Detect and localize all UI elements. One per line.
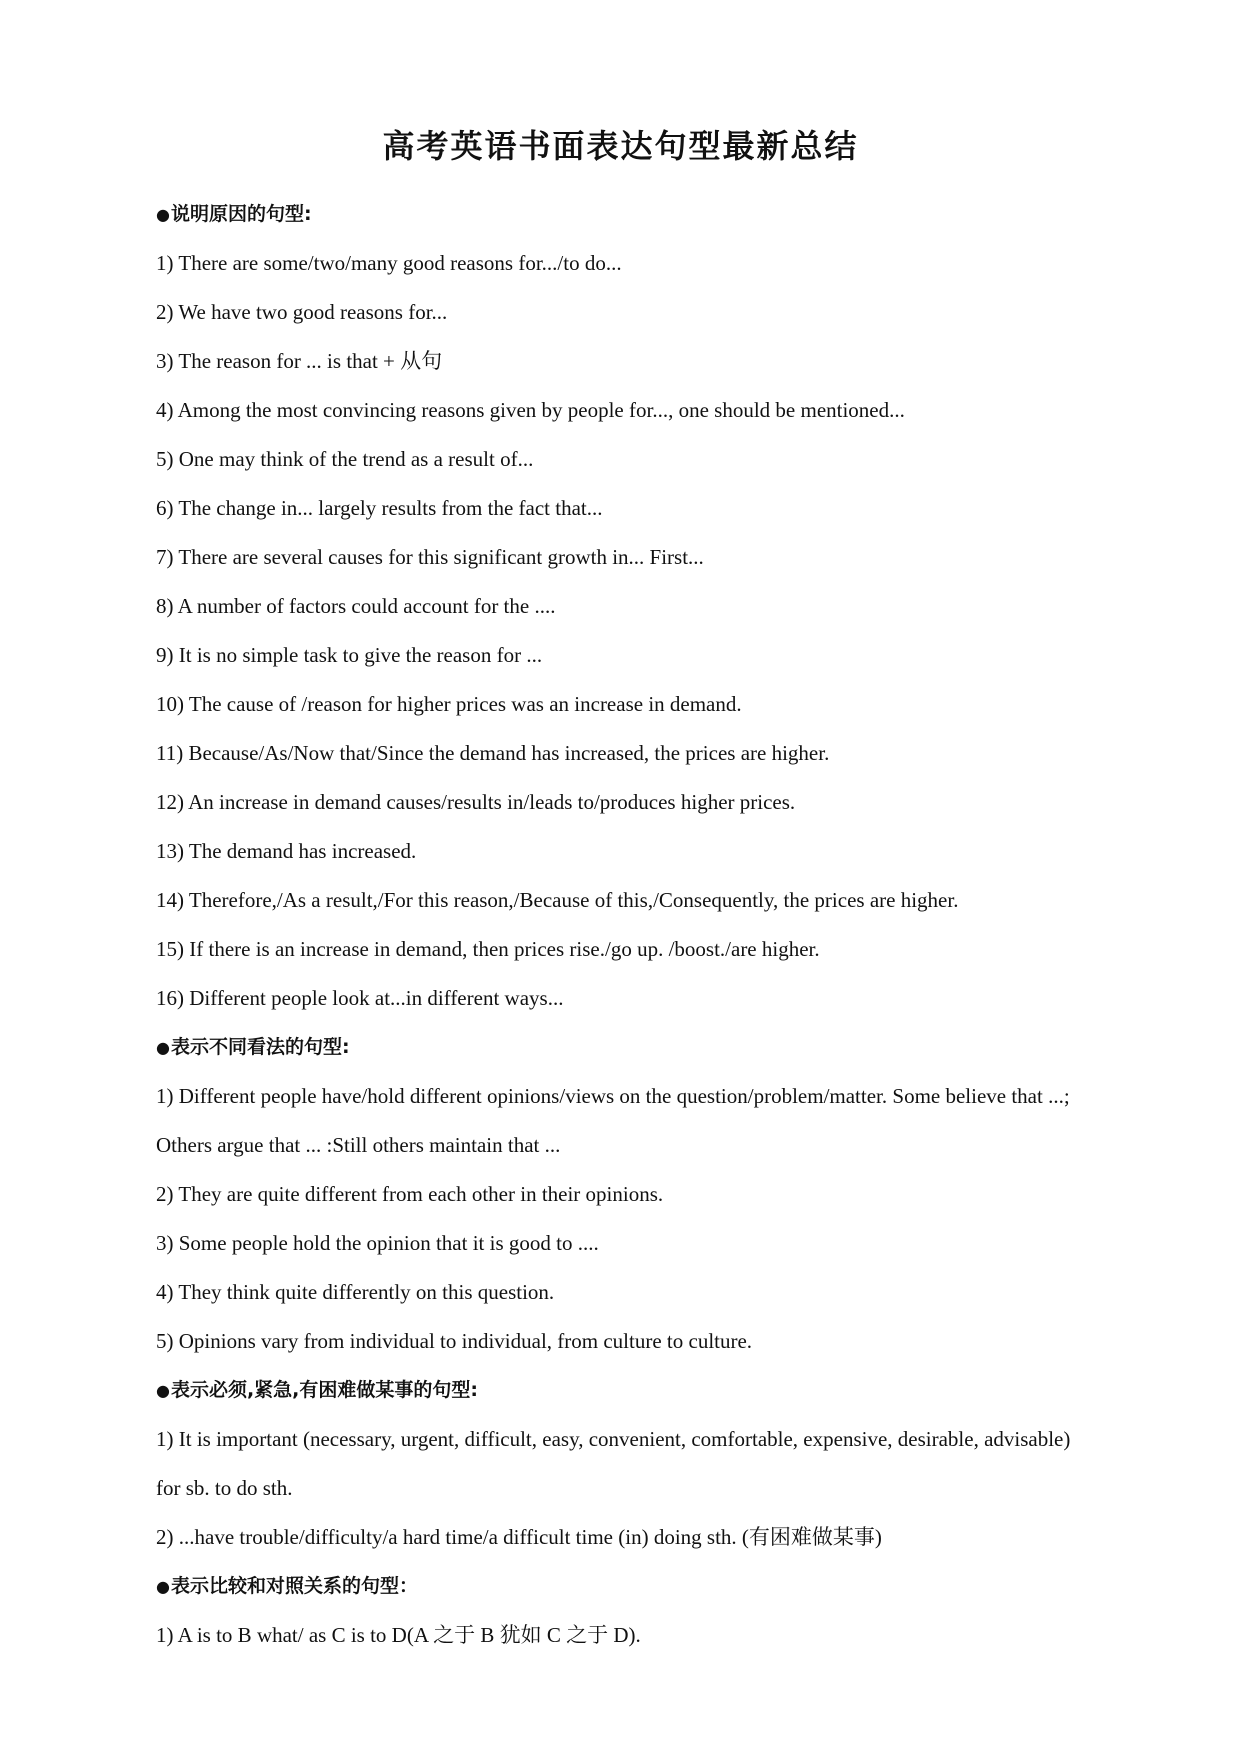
sentence-line: 9) It is no simple task to give the reason for ... xyxy=(156,643,543,667)
section-heading xyxy=(156,190,1116,239)
sentence-line: 8) A number of factors could account for the .... xyxy=(156,594,556,618)
sentence-line: 3) Some people hold the opinion that it is good to .... xyxy=(156,1231,599,1255)
sentence-line: 4) They think quite differently on this question. xyxy=(156,1280,555,1304)
section-heading-text: 表示不同看法的句型: xyxy=(170,1036,350,1058)
sentence-line: for sb. to do sth. xyxy=(156,1476,293,1500)
section-heading-text: 说明原因的句型: xyxy=(170,203,312,225)
sentence-line: 11) Because/As/Now that/Since the demand has increased, the prices are higher. xyxy=(156,741,830,765)
sentence-line: 12) An increase in demand causes/results in/leads to/produces higher prices. xyxy=(156,790,796,814)
section-heading-text: 表示比较和对照关系的句型： xyxy=(170,1575,418,1597)
bullet-icon: ● xyxy=(156,205,170,224)
sentence-line: Others argue that ... :Still others maintain that ... xyxy=(156,1133,561,1157)
bullet-icon: ● xyxy=(156,1577,170,1596)
sentence-line: 13) The demand has increased. xyxy=(156,839,417,863)
sentence-line: 7) There are several causes for this significant growth in... First... xyxy=(156,545,704,569)
sentence-line: 5) Opinions vary from individual to individual, from culture to culture. xyxy=(156,1329,753,1353)
sentence-line: 14) Therefore,/As a result,/For this reason,/Because of this,/Consequently, the prices are higher. xyxy=(156,888,959,912)
sentence-line: 10) The cause of /reason for higher prices was an increase in demand. xyxy=(156,692,742,716)
section-heading-text: 表示必须,紧急,有困难做某事的句型: xyxy=(170,1379,479,1401)
sentence-line: 2) We have two good reasons for... xyxy=(156,300,448,324)
section-heading xyxy=(156,1023,1116,1072)
bullet-icon: ● xyxy=(156,1381,170,1400)
sentence-line: 1) Different people have/hold different opinions/views on the question/problem/matter. Some believe that ...; xyxy=(156,1084,1070,1108)
sentence-line: 2) They are quite different from each other in their opinions. xyxy=(156,1182,664,1206)
sentence-line: 5) One may think of the trend as a result of... xyxy=(156,447,534,471)
sentence-line: 15) If there is an increase in demand, then prices rise./go up. /boost./are higher. xyxy=(156,937,820,961)
sentence-line: 4) Among the most convincing reasons given by people for..., one should be mentioned... xyxy=(156,398,905,422)
document-title: 高考英语书面表达句型最新总结 xyxy=(382,128,859,164)
bullet-icon: ● xyxy=(156,1038,170,1057)
sentence-line: 1) It is important (necessary, urgent, difficult, easy, convenient, comfortable, expensive, desirable, advisable) xyxy=(156,1427,1071,1451)
section-heading xyxy=(156,1562,1116,1611)
section-heading xyxy=(156,1366,1116,1415)
sentence-line: 16) Different people look at...in different ways... xyxy=(156,986,564,1010)
document-body xyxy=(156,190,1116,1660)
sentence-line: 1) There are some/two/many good reasons for.../to do... xyxy=(156,251,622,275)
sentence-line: 3) The reason for ... is that + 从句 xyxy=(156,349,443,373)
sentence-line: 2) ...have trouble/difficulty/a hard time/a difficult time (in) doing sth. (有困难做某事) xyxy=(156,1525,882,1549)
sentence-line: 1) A is to B what/ as C is to D(A 之于 B 犹如 C 之于 D). xyxy=(156,1623,641,1647)
sentence-line: 6) The change in... largely results from the fact that... xyxy=(156,496,603,520)
